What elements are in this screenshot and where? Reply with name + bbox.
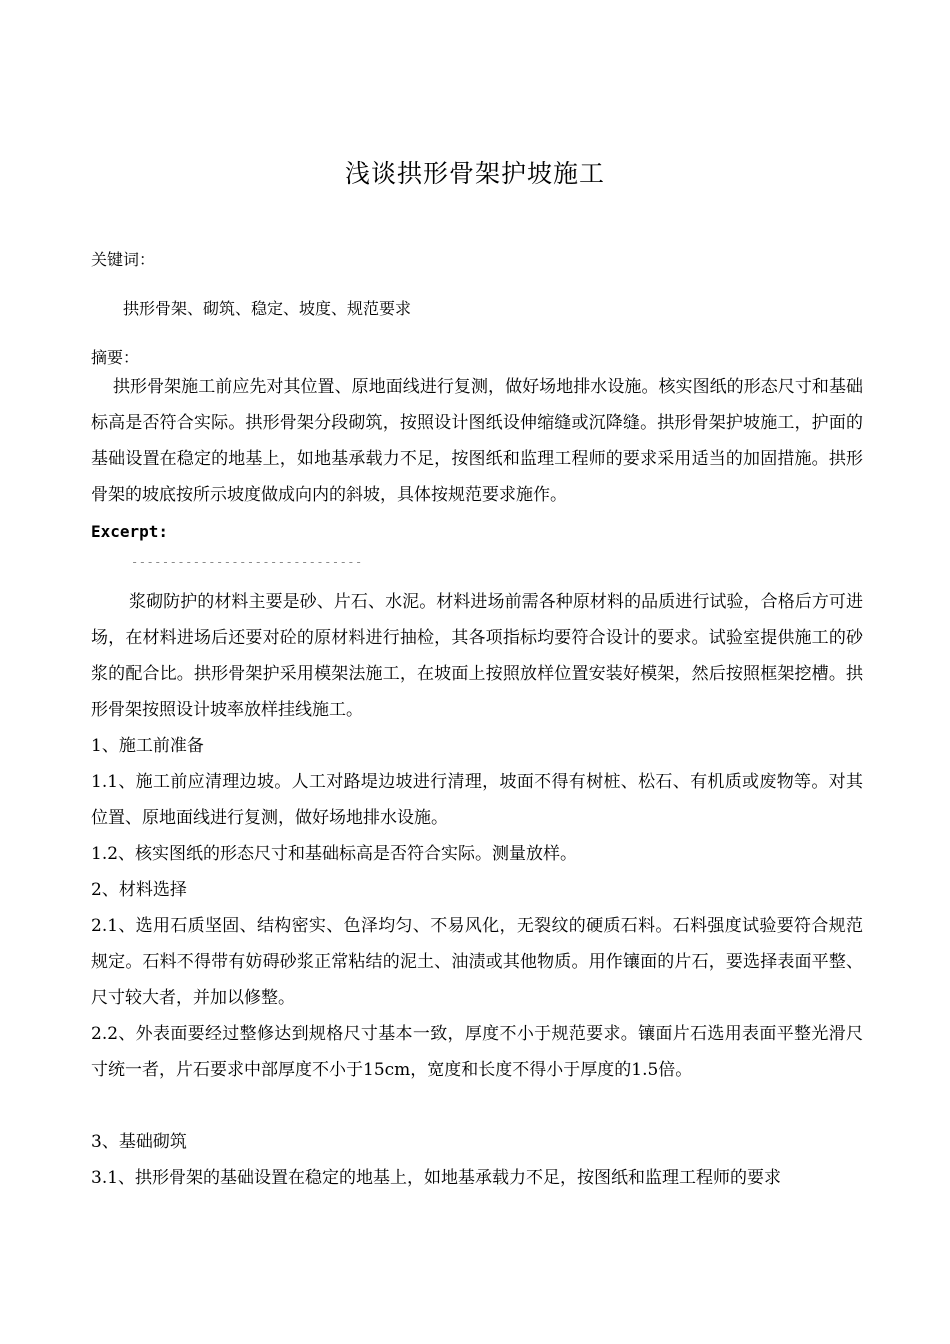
section-heading-3: 3、基础砌筑 (91, 1132, 187, 1152)
keywords-label: 关键词： (91, 250, 156, 269)
keywords-text: 拱形骨架、砌筑、稳定、坡度、规范要求 (123, 299, 412, 318)
section-item-2-2: 2.2、外表面要经过整修达到规格尺寸基本一致，厚度不小于规范要求。镶面片石选用表面平整光滑尺寸统一者，片石要求中部厚度不小于15cm，宽度和长度不得小于厚度的1.5倍。 (91, 1024, 863, 1080)
abstract-paragraph: 拱形骨架施工前应先对其位置、原地面线进行复测，做好场地排水设施。核实图纸的形态尺寸和基础标高是否符合实际。拱形骨架分段砌筑，按照设计图纸设伸缩缝或沉降缝。拱形骨架护坡施工，护面的基础设置在稳定的地基上，如地基承载力不足，按图纸和监理工程师的要求采用适当的加固措施。拱形骨架的坡底按所示坡度做成向内的斜坡，具体按规范要求施作。 (91, 377, 863, 505)
section-item-2-1: 2.1、选用石质坚固、结构密实、色泽均匀、不易风化，无裂纹的硬质石料。石料强度试验要符合规范规定。石料不得带有妨碍砂浆正常粘结的泥土、油渍或其他物质。用作镶面的片石，要选择表面平整、尺寸较大者，并加以修整。 (91, 916, 863, 1008)
body-content-section-3 (91, 1124, 863, 1196)
intro-paragraph: 浆砌防护的材料主要是砂、片石、水泥。材料进场前需各种原材料的品质进行试验，合格后方可进场，在材料进场后还要对砼的原材料进行抽检，其各项指标均要符合设计的要求。试验室提供施工的砂浆的配合比。拱形骨架护采用模架法施工，在坡面上按照放样位置安装好模架，然后按照框架挖槽。拱形骨架按照设计坡率放样挂线施工。 (91, 592, 863, 720)
body-content (91, 584, 863, 1088)
section-heading-2: 2、材料选择 (91, 880, 187, 900)
section-heading-1: 1、施工前准备 (91, 736, 204, 756)
abstract-label: 摘要： (91, 348, 140, 367)
excerpt-label: Excerpt: (91, 522, 169, 541)
section-item-1-2: 1.2、核实图纸的形态尺寸和基础标高是否符合实际。测量放样。 (91, 844, 578, 864)
section-item-3-1: 3.1、拱形骨架的基础设置在稳定的地基上，如地基承载力不足，按图纸和监理工程师的要求 (91, 1168, 782, 1188)
section-item-1-1: 1.1、施工前应清理边坡。人工对路堤边坡进行清理，坡面不得有树桩、松石、有机质或废物等。对其位置、原地面线进行复测，做好场地排水设施。 (91, 772, 863, 828)
excerpt-divider: ------------------------------ (131, 555, 363, 569)
document-title: 浅谈拱形骨架护坡施工 (344, 159, 605, 188)
abstract-text (91, 369, 863, 513)
